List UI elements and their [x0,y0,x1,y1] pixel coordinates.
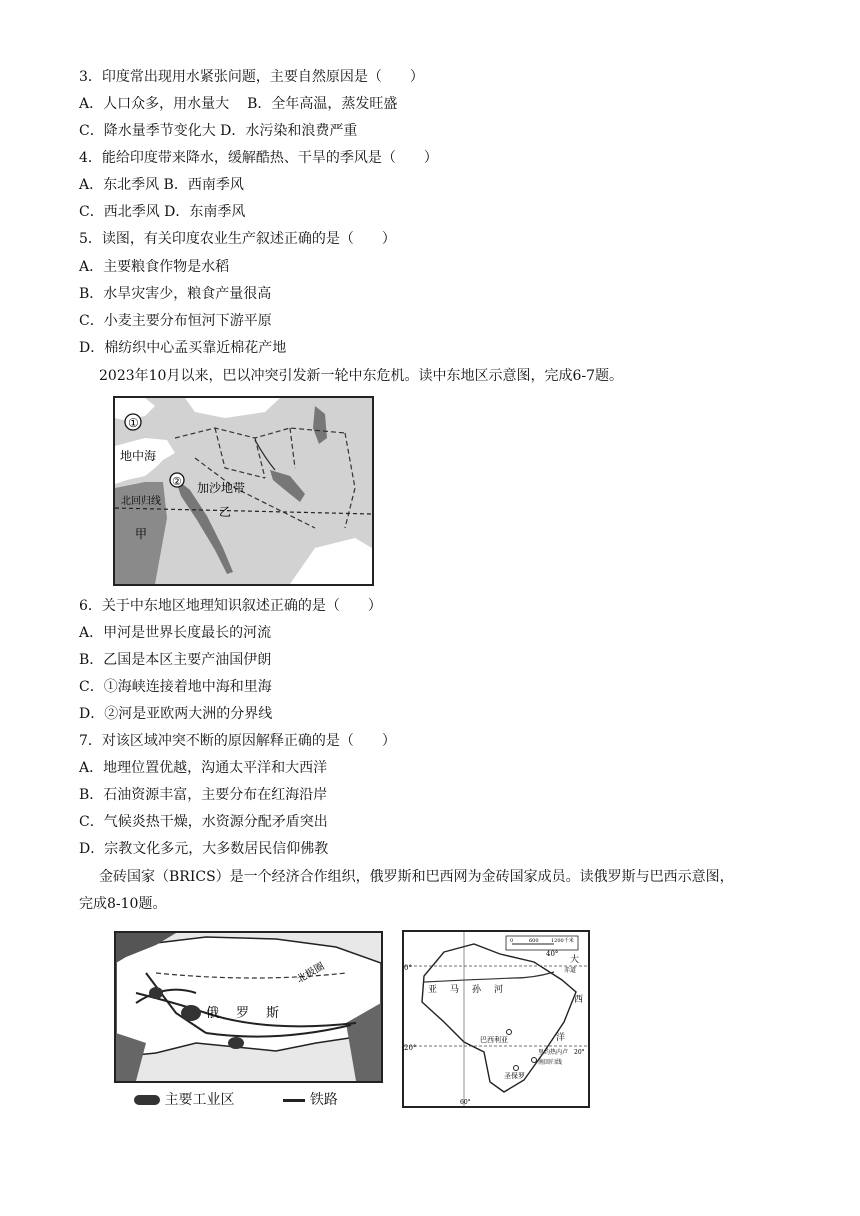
russia-map-legend [134,1089,338,1109]
industry-area-1 [181,1005,201,1021]
q7-option-b: B．石油资源丰富，主要分布在红海沿岸 [79,787,328,803]
intro-8-10-line1: 金砖国家（BRICS）是一个经济合作组织，俄罗斯和巴西网为金砖国家成员。读俄罗斯与巴西示意图， [99,869,734,885]
label-20: 20° [404,1044,417,1052]
middle-east-map [113,396,374,586]
label-da: 大 [570,955,580,965]
label-he: 河 [494,985,504,995]
scale-0: 0 [510,938,514,944]
russia-map-svg [116,933,381,1081]
russia-label-luo: 罗 [236,1006,250,1021]
q6-option-b: B．乙国是本区主要产油国伊朗 [79,652,272,668]
label-tropic: 南回归线 [538,1059,563,1066]
q3-option-a: A．人口众多，用水量大 [79,96,230,112]
label-brasilia: 巴西利亚 [480,1036,508,1044]
label-rio: 里约热内卢 [538,1049,569,1056]
industry-area-2 [228,1037,244,1049]
marker-1-label: ① [128,416,139,430]
label-60: 60° [460,1099,471,1106]
tropic-label: 北回归线 [121,496,161,507]
russia-label-e: 俄 [206,1006,220,1021]
brazil-map [402,930,590,1108]
brazil-map-svg [404,932,588,1106]
railway-legend-swatch [283,1099,305,1102]
label-yang: 洋 [556,1033,566,1043]
jia-label: 甲 [135,527,148,541]
intro-6-7: 2023年10月以来，巴以冲突引发新一轮中东危机。读中东地区示意图，完成6-7题。 [99,368,623,384]
q3-options-cd: C．降水量季节变化大 D．水污染和浪费严重 [79,123,358,139]
industry-legend-swatch [134,1095,160,1105]
intro-8-10-line2: 完成8-10题。 [79,896,167,912]
q6-stem: 6．关于中东地区地理知识叙述正确的是（ ） [79,598,382,614]
q5-option-a: A．主要粮食作物是水稻 [79,259,230,275]
saopaulo-dot [514,1066,519,1071]
label-ya: 亚 [428,985,438,995]
label-20w: 20° [574,1049,585,1056]
russia-map [114,931,383,1083]
industry-legend-label: 主要工业区 [164,1092,235,1108]
brasilia-dot [507,1030,512,1035]
label-sun: 孙 [472,985,482,995]
rio-dot [532,1058,537,1063]
q4-options-cd: C．西北季风 D．东南季风 [79,204,246,220]
scale-600: 600 [529,938,539,944]
q4-stem: 4．能给印度带来降水，缓解酷热、干旱的季风是（ ） [79,150,438,166]
q3-stem: 3．印度常出现用水紧张问题，主要自然原因是（ ） [79,69,424,85]
mediterranean-label: 地中海 [120,449,157,463]
q6-option-c: C．①海峡连接着地中海和里海 [79,679,272,695]
label-xi: 西 [574,995,584,1005]
label-40: 40° [546,950,559,958]
q5-stem: 5．读图，有关印度农业生产叙述正确的是（ ） [79,231,396,247]
label-0deg: 0° [404,964,412,972]
railway-legend-label: 铁路 [309,1092,338,1108]
q3-option-b: B．全年高温，蒸发旺盛 [247,96,398,112]
arctic-circle-label: 北极圈 [295,961,327,986]
q3-options-ab [79,94,397,114]
q7-option-c: C．气候炎热干燥，水资源分配矛盾突出 [79,814,328,830]
marker-2-label: ② [172,475,182,488]
gaza-label: 加沙地带 [197,481,246,495]
yi-label: 乙 [219,505,232,519]
russia-label-si: 斯 [266,1006,280,1021]
middle-east-map-svg [115,398,372,584]
q4-options-ab: A．东北季风 B．西南季风 [79,177,244,193]
q7-stem: 7．对该区域冲突不断的原因解释正确的是（ ） [79,733,396,749]
label-ma: 马 [450,985,460,995]
q7-option-d: D．宗教文化多元，大多数居民信仰佛教 [79,841,329,857]
q5-option-c: C．小麦主要分布恒河下游平原 [79,313,272,329]
q5-option-d: D．棉纺织中心孟买靠近棉花产地 [79,340,287,356]
q6-option-a: A．甲河是世界长度最长的河流 [79,625,272,641]
label-saopaulo: 圣保罗 [504,1072,525,1080]
label-equator: 赤道 [564,967,577,974]
scale-1200: 1200千米 [551,938,574,944]
q6-option-d: D．②河是亚欧两大洲的分界线 [79,706,273,722]
industry-area-3 [149,987,163,999]
q7-option-a: A．地理位置优越，沟通太平洋和大西洋 [79,760,328,776]
q5-option-b: B．水旱灾害少，粮食产量很高 [79,286,272,302]
